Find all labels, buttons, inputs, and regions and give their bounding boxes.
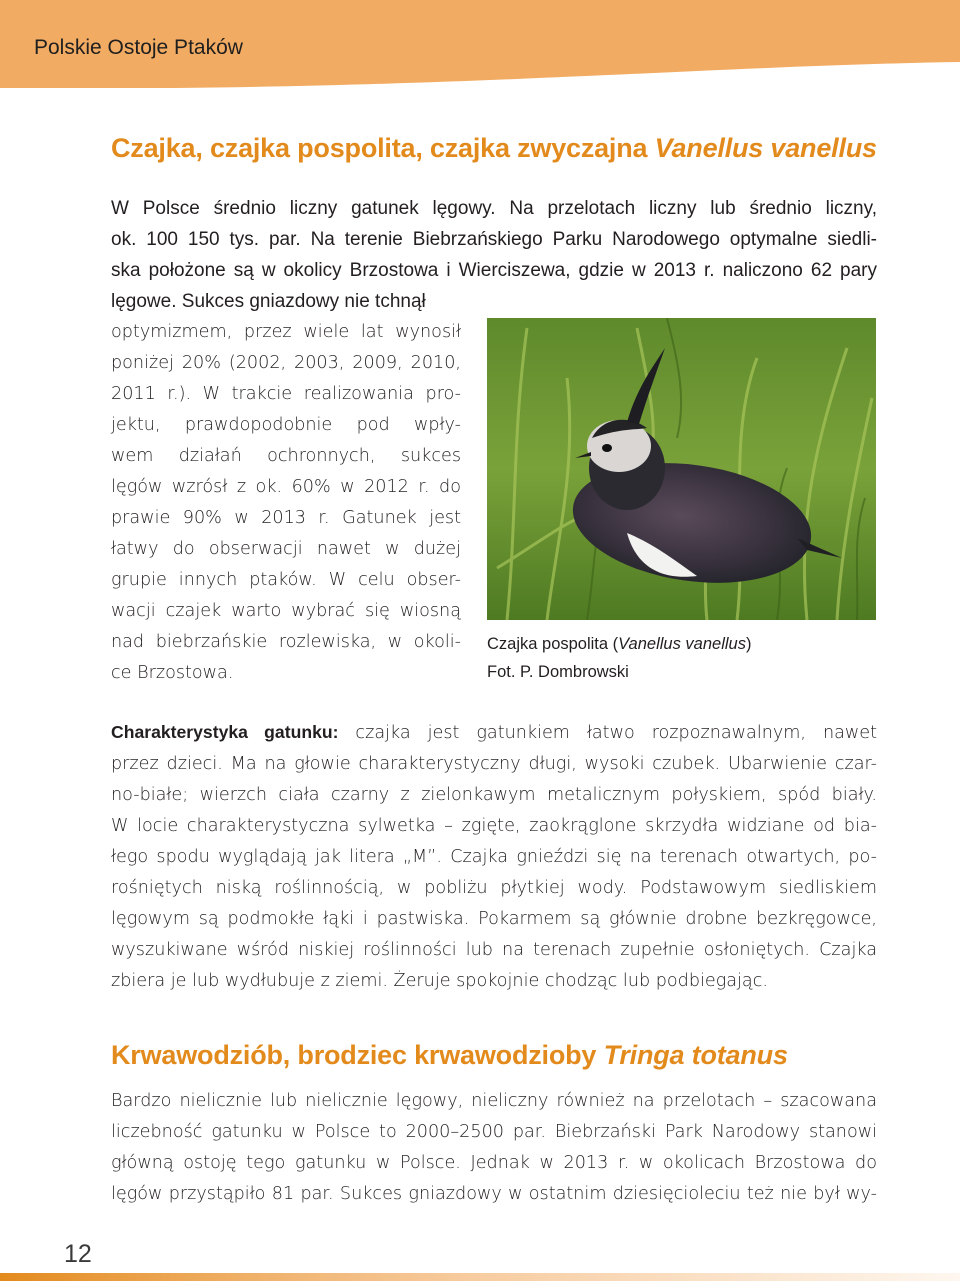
footer-bar	[0, 1270, 960, 1284]
species2-title-latin: Tringa totanus	[603, 1040, 788, 1070]
wrap-line: wem działań ochronnych, sukces	[111, 446, 461, 466]
lapwing-photo	[487, 318, 876, 620]
wrap-line: poniżej 20% (2002, 2003, 2009, 2010,	[111, 353, 461, 373]
species1-title-plain: Czajka, czajka pospolita, czajka zwyczajna	[111, 133, 655, 163]
wrap-line: prawie 90% w 2013 r. Gatunek jest	[111, 508, 461, 528]
species2-title	[111, 1040, 788, 1071]
wrap-line: jektu, prawdopodobnie pod wpły-	[111, 415, 461, 435]
intro-line: ska położone są w okolicy Brzostowa i Wierciszewa, gdzie w 2013 r. naliczono 62 pary	[111, 260, 877, 281]
species2-line: główną ostoję tego gatunku w Polsce. Jednak w 2013 r. w okolicach Brzostowa do	[111, 1153, 877, 1173]
species2-title-plain: Krwawodziób, brodziec krwawodzioby	[111, 1040, 604, 1070]
species1-title	[111, 133, 877, 164]
charakt-line: W locie charakterystyczna sylwetka – zgięte, zaokrąglone skrzydła widziane od bia-	[111, 816, 877, 836]
page-header	[0, 0, 960, 88]
intro-line: ok. 100 150 tys. par. Na terenie Biebrzańskiego Parku Narodowego optymalne siedli-	[111, 229, 877, 250]
charakt-line	[111, 717, 877, 749]
intro-line: lęgowe. Sukces gniazdowy nie tchnął	[111, 291, 426, 312]
header-title: Polskie Ostoje Ptaków	[34, 36, 243, 59]
photo-credit: Fot. P. Dombrowski	[487, 663, 629, 681]
charakt-line: zbiera je lub wydłubuje z ziemi. Żeruje spokojnie chodząc lub podbiegając.	[111, 971, 768, 991]
wrap-line: optymizmem, przez wiele lat wynosił	[111, 322, 461, 342]
charakt-line: łego spodu wyglądają jak litera „M”. Czajka gnieździ się na terenach otwartych, po-	[111, 847, 877, 867]
caption-suffix: )	[745, 635, 752, 653]
page-number: 12	[64, 1240, 92, 1268]
charakt-line: lęgowym są podmokłe łąki i pastwiska. Pokarmem są głównie drobne bezkręgowce,	[111, 909, 877, 929]
wrap-line: ce Brzostowa.	[111, 663, 234, 683]
species2-line: Bardzo nielicznie lub nielicznie lęgowy, nieliczny również na przelotach – szacowana	[111, 1091, 877, 1111]
caption-text	[487, 630, 751, 658]
species1-intro	[111, 193, 877, 317]
species1-characteristics	[111, 717, 877, 997]
wrap-line: łatwy do obserwacji nawet w dużej	[111, 539, 461, 559]
caption-latin: Vanellus vanellus	[618, 635, 746, 653]
species2-line: liczebność gatunku w Polsce to 2000–2500 par. Biebrzański Park Narodowy stanowi	[111, 1122, 877, 1142]
wrap-line: 2011 r.). W trakcie realizowania pro-	[111, 384, 461, 404]
wrap-line: grupie innych ptaków. W celu obser-	[111, 570, 461, 590]
wrap-line: wacji czajek warto wybrać się wiosną	[111, 601, 461, 621]
charakt-first: czajka jest gatunkiem łatwo rozpoznawalnym, nawet	[338, 723, 878, 743]
wrap-line: lęgów wzrósł z ok. 60% w 2012 r. do	[111, 477, 461, 497]
species2-text	[111, 1086, 877, 1210]
caption-prefix: Czajka pospolita (	[487, 635, 619, 653]
species1-title-latin: Vanellus vanellus	[654, 133, 877, 163]
intro-line: W Polsce średnio liczny gatunek lęgowy. Na przelotach liczny lub średnio liczny,	[111, 198, 877, 219]
charakt-line: rośniętych niską roślinnością, w pobliżu płytkiej wody. Podstawowym siedliskiem	[111, 878, 877, 898]
wrap-line: nad biebrzańskie rozlewiska, w okoli-	[111, 632, 461, 652]
species1-wrap-text	[111, 317, 461, 689]
photo-caption	[487, 630, 751, 686]
charakt-lead: Charakterystyka gatunku:	[111, 722, 339, 742]
charakt-line: przez dzieci. Ma na głowie charakterystyczny długi, wysoki czubek. Ubarwienie czar-	[111, 754, 877, 774]
charakt-line: no-białe; wierzch ciała czarny z zielonkawym metalicznym połyskiem, spód biały.	[111, 785, 877, 805]
species2-line: lęgów przystąpiło 81 par. Sukces gniazdowy w ostatnim dziesięcioleciu też nie był wy-	[111, 1184, 877, 1204]
charakt-line: wyszukiwane wśród niskiej roślinności lub na terenach zupełnie osłoniętych. Czajka	[111, 940, 877, 960]
